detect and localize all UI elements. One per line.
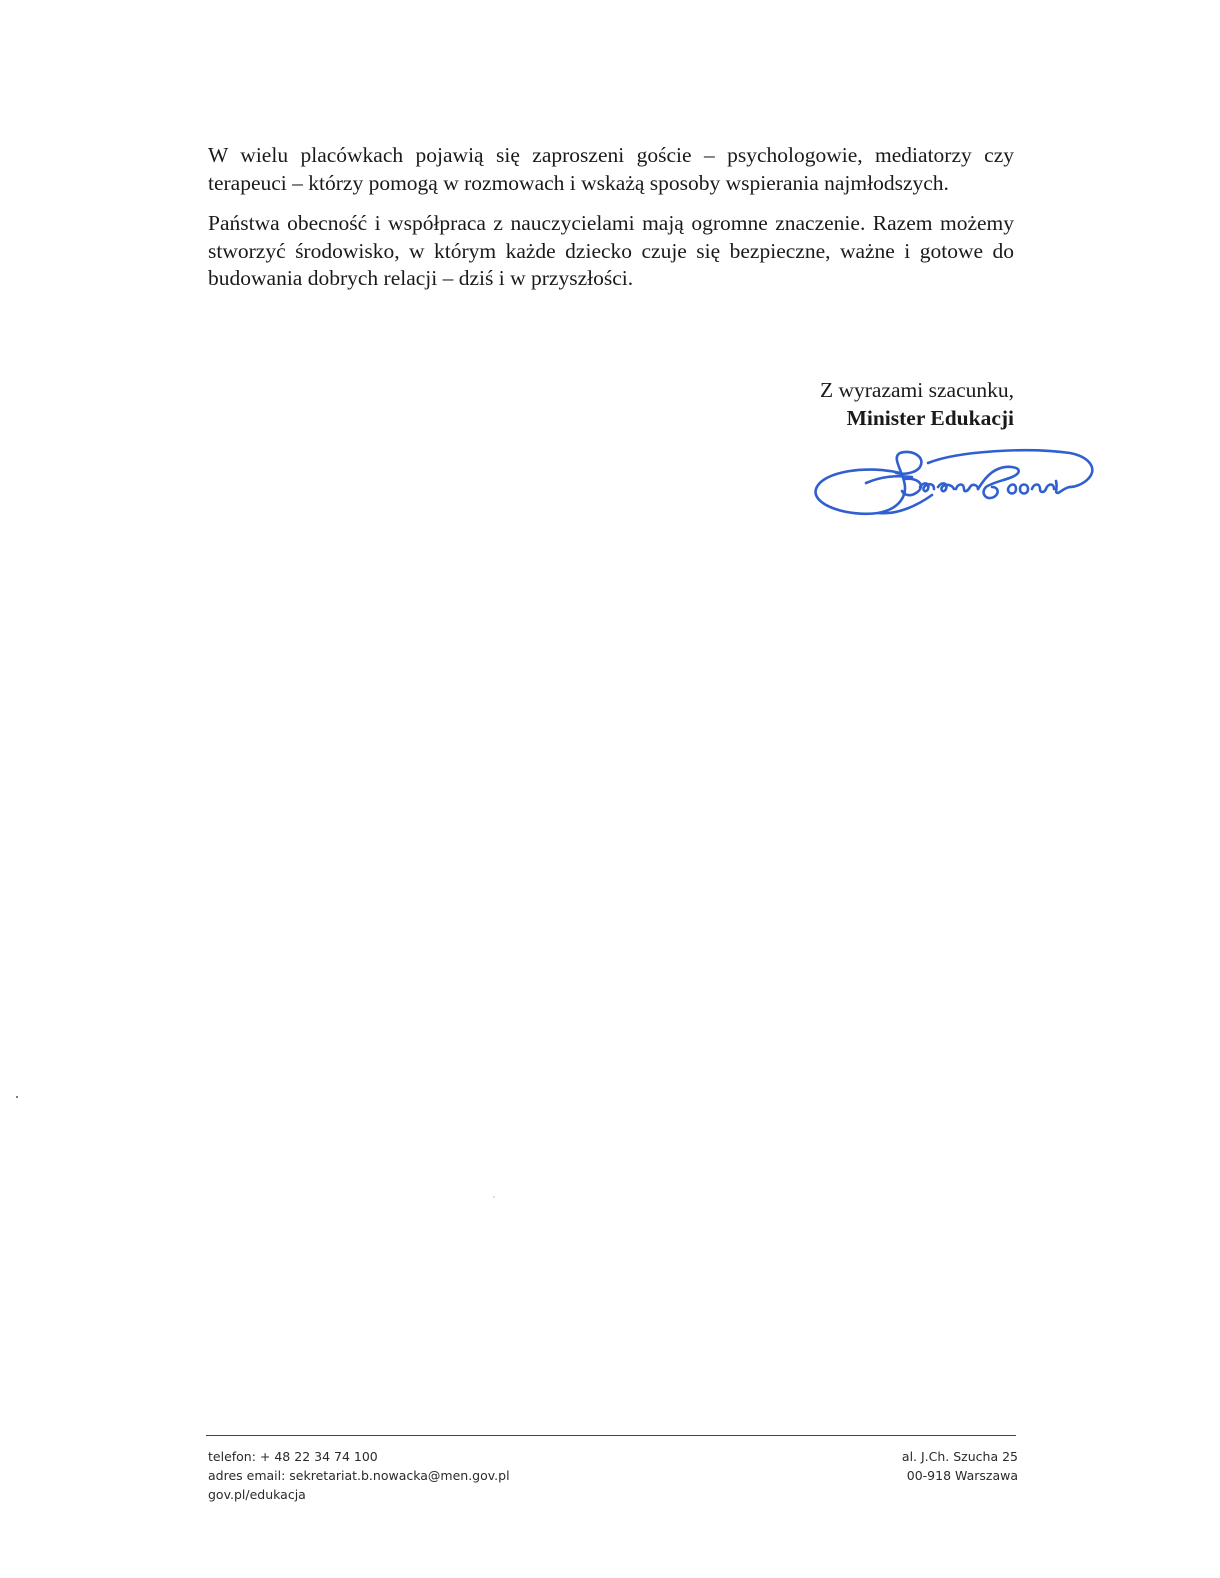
- footer-divider: [206, 1435, 1016, 1436]
- handwritten-signature: [808, 443, 1098, 523]
- footer-email: adres email: sekretariat.b.nowacka@men.gov.pl: [208, 1468, 510, 1483]
- scan-speck: [493, 1196, 495, 1198]
- letter-body: [208, 142, 1014, 306]
- closing-salutation: Z wyrazami szacunku,: [819, 378, 1014, 402]
- scan-speck: [16, 1096, 18, 1098]
- paragraph: Państwa obecność i współpraca z nauczycielami mają ogromne znaczenie. Razem możemy stworzyć środowisko, w którym każde dziecko czuje się bezpieczne, ważne i gotowe do budowania dobrych relacji – dziś i w przyszłości.: [208, 211, 1014, 290]
- footer-phone: telefon: + 48 22 34 74 100: [208, 1449, 378, 1464]
- paragraph: W wielu placówkach pojawią się zaproszeni goście – psychologowie, mediatorzy czy terapeuci – którzy pomogą w rozmowach i wskażą sposoby wspierania najmłodszych.: [208, 143, 1014, 195]
- footer-street: al. J.Ch. Szucha 25: [901, 1449, 1018, 1464]
- closing-block: [820, 377, 1014, 432]
- footer-contact: [208, 1447, 510, 1504]
- footer-website: gov.pl/edukacja: [208, 1487, 306, 1502]
- signer-title: Minister Edukacji: [846, 405, 1014, 430]
- footer-address: [902, 1447, 1018, 1485]
- footer-city: 00-918 Warszawa: [906, 1468, 1018, 1483]
